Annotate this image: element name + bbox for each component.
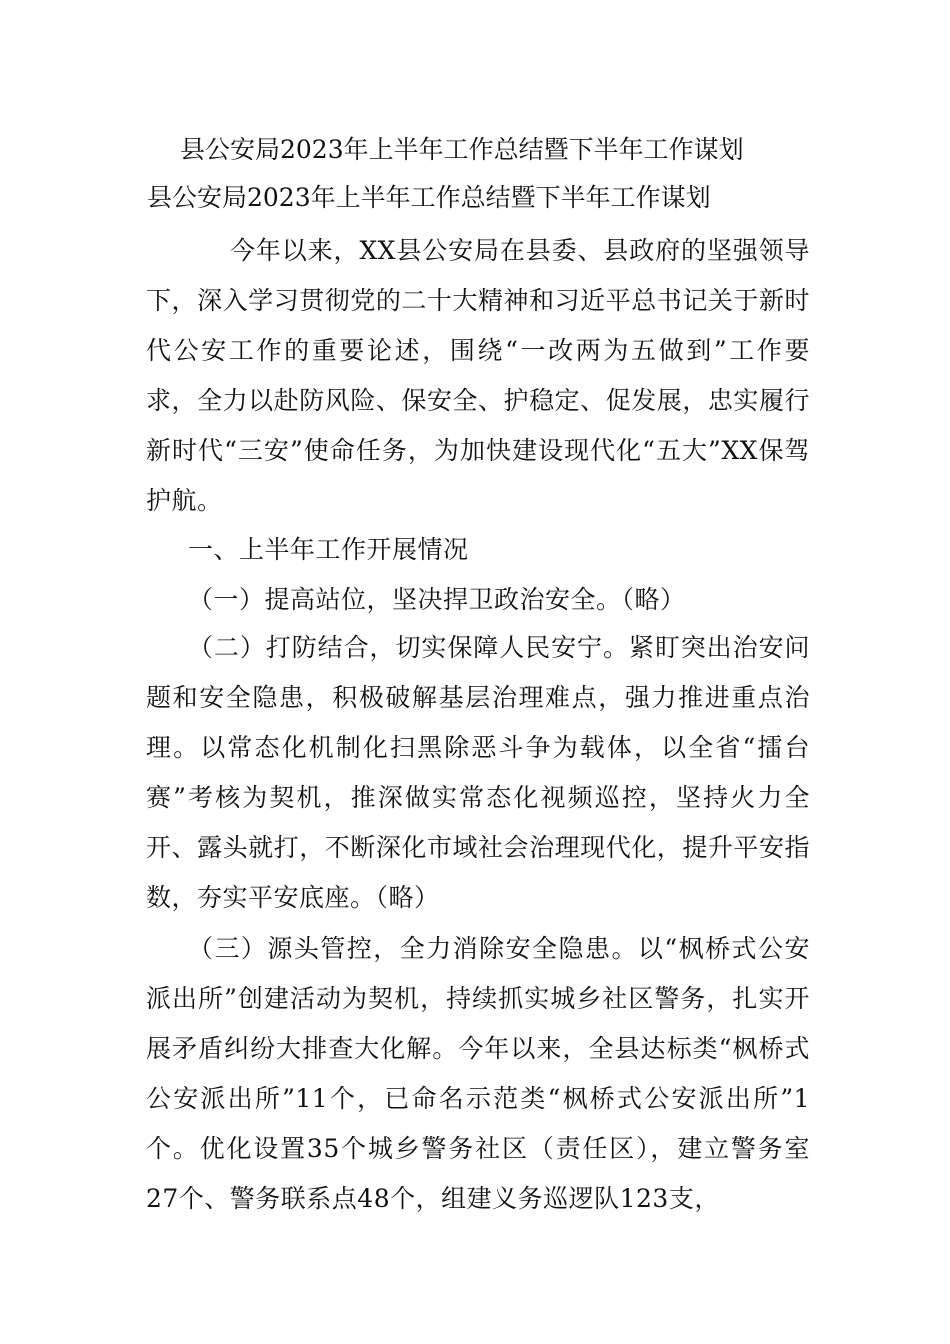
document-title-line-2: 县公安局2023年上半年工作总结暨下半年工作谋划: [147, 183, 711, 212]
section-heading-1: 一、上半年工作开展情况: [188, 535, 469, 564]
section-2-paragraph: （二）打防结合，切实保障人民安宁。紧盯突出治安问题和安全隐患，积极破解基层治理难点，强力推进重点治理。以常态化机制化扫黑除恶斗争为载体，以全省“擂台赛”考核为契机，推深做实常态化视频巡控，坚持火力全开、露头就打，不断深化市域社会治理现代化，提升平安指数，夯实平安底座。（略）: [146, 633, 810, 912]
section-3-paragraph: （三）源头管控，全力消除安全隐患。以“枫桥式公安派出所”创建活动为契机，持续抓实城乡社区警务，扎实开展矛盾纠纷大排查大化解。今年以来，全县达标类“枫桥式公安派出所”11个，已命名示范类“枫桥式公安派出所”1个。优化设置35个城乡警务社区（责任区），建立警务室27个、警务联系点48个，组建义务巡逻队123支，: [146, 934, 810, 1213]
intro-paragraph: 今年以来，XX县公安局在县委、县政府的坚强领导下，深入学习贯彻党的二十大精神和习近平总书记关于新时代公安工作的重要论述，围绕“一改两为五做到”工作要求，全力以赴防风险、保安全、护稳定、促发展，忠实履行新时代“三安”使命任务，为加快建设现代化“五大”XX保驾护航。: [146, 236, 810, 515]
section-1-paragraph: （一）提高站位，坚决捍卫政治安全。（略）: [188, 585, 686, 614]
document-title-line-1: 县公安局2023年上半年工作总结暨下半年工作谋划: [180, 135, 744, 164]
